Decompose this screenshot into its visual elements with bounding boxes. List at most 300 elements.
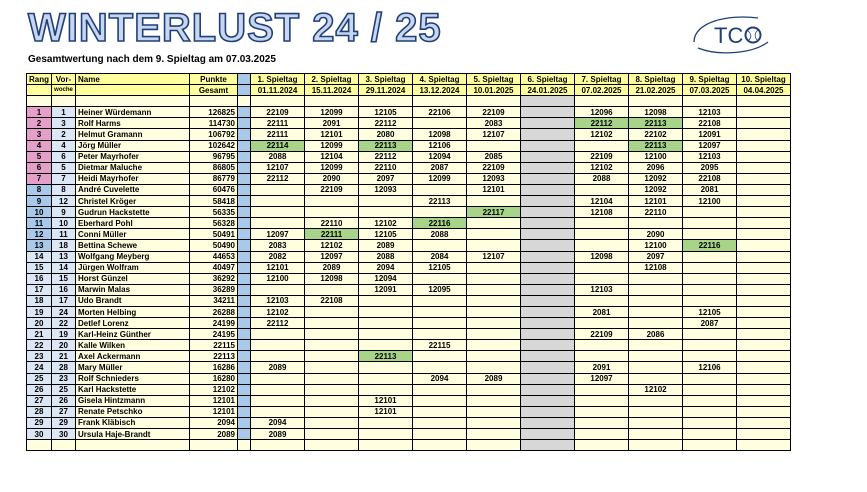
spieltag-score-cell bbox=[467, 340, 521, 351]
spacer-column bbox=[238, 162, 251, 173]
spacer-column bbox=[238, 362, 251, 373]
spieltag-score-cell bbox=[521, 429, 575, 440]
spieltag-score-cell: 2089 bbox=[251, 362, 305, 373]
previous-week-cell: 15 bbox=[52, 273, 76, 284]
spieltag-score-cell bbox=[413, 318, 467, 329]
rank-cell: 9 bbox=[27, 196, 52, 207]
rank-cell: 14 bbox=[27, 251, 52, 262]
table-row bbox=[27, 318, 791, 329]
spieltag-score-cell bbox=[575, 184, 629, 195]
spieltag-score-cell bbox=[629, 417, 683, 428]
spieltag-score-cell: 12107 bbox=[467, 251, 521, 262]
spacer-column bbox=[238, 118, 251, 129]
table-row bbox=[27, 284, 791, 295]
spieltag-score-cell bbox=[683, 373, 737, 384]
spieltag-score-cell bbox=[305, 351, 359, 362]
spieltag-score-cell bbox=[683, 218, 737, 229]
spieltag-score-cell bbox=[305, 340, 359, 351]
page-title: WINTERLUST 24 / 25 bbox=[28, 6, 442, 50]
player-name-cell: Morten Helbing bbox=[76, 306, 190, 317]
spieltag-score-cell bbox=[359, 329, 413, 340]
spacer-column bbox=[238, 218, 251, 229]
spieltag-score-cell bbox=[521, 162, 575, 173]
spieltag-score-cell bbox=[683, 340, 737, 351]
spacer-column bbox=[238, 229, 251, 240]
spieltag-score-cell: 12104 bbox=[575, 196, 629, 207]
spieltag-score-cell bbox=[521, 406, 575, 417]
player-name-cell: André Cuvelette bbox=[76, 184, 190, 195]
player-name-cell: Marwin Malas bbox=[76, 284, 190, 295]
total-points-cell: 24195 bbox=[190, 329, 238, 340]
spieltag-score-cell bbox=[467, 362, 521, 373]
spieltag-score-cell bbox=[575, 229, 629, 240]
table-row bbox=[27, 118, 791, 129]
player-name-cell: Gudrun Hackstette bbox=[76, 207, 190, 218]
col-points-header-top: Punkte bbox=[190, 74, 238, 85]
spieltag-score-cell: 22109 bbox=[251, 107, 305, 118]
player-name-cell: Heiner Würdemann bbox=[76, 107, 190, 118]
table-row bbox=[27, 184, 791, 195]
col-spieltag-date: 29.11.2024 bbox=[359, 85, 413, 96]
spieltag-score-cell: 12101 bbox=[251, 262, 305, 273]
total-points-cell: 16280 bbox=[190, 373, 238, 384]
spieltag-score-cell: 22111 bbox=[305, 229, 359, 240]
spacer-column bbox=[238, 306, 251, 317]
previous-week-cell: 13 bbox=[52, 251, 76, 262]
spieltag-score-cell bbox=[683, 417, 737, 428]
rank-cell: 13 bbox=[27, 240, 52, 251]
total-points-cell: 56328 bbox=[190, 218, 238, 229]
total-points-cell: 114730 bbox=[190, 118, 238, 129]
spieltag-score-cell: 22106 bbox=[413, 107, 467, 118]
total-points-cell: 36289 bbox=[190, 284, 238, 295]
spieltag-score-cell: 22111 bbox=[251, 118, 305, 129]
spieltag-score-cell: 2089 bbox=[467, 373, 521, 384]
spieltag-score-cell bbox=[683, 406, 737, 417]
spieltag-score-cell bbox=[737, 417, 791, 428]
rank-cell: 27 bbox=[27, 395, 52, 406]
spieltag-score-cell: 12101 bbox=[305, 129, 359, 140]
spieltag-score-cell: 2088 bbox=[413, 229, 467, 240]
spieltag-score-cell bbox=[737, 196, 791, 207]
spieltag-score-cell bbox=[413, 406, 467, 417]
previous-week-cell: 16 bbox=[52, 284, 76, 295]
spieltag-score-cell: 2095 bbox=[683, 162, 737, 173]
spieltag-score-cell bbox=[629, 295, 683, 306]
spieltag-score-cell bbox=[521, 329, 575, 340]
spieltag-score-cell bbox=[251, 207, 305, 218]
previous-week-cell: 20 bbox=[52, 340, 76, 351]
spieltag-score-cell: 2085 bbox=[467, 151, 521, 162]
table-row bbox=[27, 207, 791, 218]
spieltag-score-cell: 12103 bbox=[683, 151, 737, 162]
spieltag-score-cell: 12105 bbox=[359, 107, 413, 118]
rank-cell: 4 bbox=[27, 140, 52, 151]
total-points-cell: 106792 bbox=[190, 129, 238, 140]
spieltag-score-cell bbox=[737, 129, 791, 140]
spieltag-score-cell bbox=[467, 406, 521, 417]
spieltag-score-cell bbox=[737, 284, 791, 295]
col-spieltag-header: 6. Spieltag bbox=[521, 74, 575, 85]
player-name-cell: Peter Mayrhofer bbox=[76, 151, 190, 162]
spieltag-score-cell: 12097 bbox=[251, 229, 305, 240]
spieltag-score-cell bbox=[737, 429, 791, 440]
spieltag-score-cell: 2097 bbox=[629, 251, 683, 262]
spieltag-score-cell bbox=[683, 351, 737, 362]
table-row bbox=[27, 107, 791, 118]
spieltag-score-cell: 22113 bbox=[413, 196, 467, 207]
spieltag-score-cell: 2091 bbox=[305, 118, 359, 129]
spieltag-score-cell bbox=[629, 362, 683, 373]
spieltag-score-cell bbox=[737, 207, 791, 218]
spieltag-score-cell: 2090 bbox=[305, 173, 359, 184]
spieltag-score-cell: 2091 bbox=[575, 362, 629, 373]
previous-week-cell: 23 bbox=[52, 373, 76, 384]
table-row bbox=[27, 240, 791, 251]
table-row bbox=[27, 140, 791, 151]
spieltag-score-cell: 2089 bbox=[305, 262, 359, 273]
rank-cell: 5 bbox=[27, 151, 52, 162]
col-vorwoche-header-bottom: woche bbox=[52, 85, 76, 96]
previous-week-cell: 14 bbox=[52, 262, 76, 273]
spieltag-score-cell bbox=[467, 240, 521, 251]
previous-week-cell: 9 bbox=[52, 207, 76, 218]
spieltag-score-cell: 12092 bbox=[629, 173, 683, 184]
col-spieltag-header: 2. Spieltag bbox=[305, 74, 359, 85]
spieltag-score-cell: 2094 bbox=[359, 262, 413, 273]
spieltag-score-cell: 12097 bbox=[683, 140, 737, 151]
spieltag-score-cell bbox=[305, 362, 359, 373]
spieltag-score-cell bbox=[737, 151, 791, 162]
spieltag-score-cell bbox=[467, 229, 521, 240]
spieltag-score-cell bbox=[629, 318, 683, 329]
total-points-cell: 126825 bbox=[190, 107, 238, 118]
spieltag-score-cell: 2090 bbox=[629, 229, 683, 240]
spieltag-score-cell bbox=[305, 417, 359, 428]
spieltag-score-cell bbox=[683, 295, 737, 306]
rank-cell: 10 bbox=[27, 207, 52, 218]
spieltag-score-cell bbox=[683, 284, 737, 295]
col-vorwoche-header-top: Vor- bbox=[52, 74, 76, 85]
player-name-cell: Helmut Gramann bbox=[76, 129, 190, 140]
spieltag-score-cell bbox=[575, 295, 629, 306]
blank-row bbox=[27, 96, 791, 107]
spacer-column bbox=[238, 318, 251, 329]
spieltag-score-cell: 2086 bbox=[629, 329, 683, 340]
spieltag-score-cell: 12101 bbox=[629, 196, 683, 207]
spieltag-score-cell bbox=[521, 351, 575, 362]
rank-cell: 23 bbox=[27, 351, 52, 362]
rank-cell: 19 bbox=[27, 306, 52, 317]
spieltag-score-cell bbox=[359, 196, 413, 207]
spacer-column bbox=[238, 196, 251, 207]
previous-week-cell: 26 bbox=[52, 395, 76, 406]
spieltag-score-cell bbox=[737, 351, 791, 362]
spieltag-score-cell bbox=[521, 240, 575, 251]
spieltag-score-cell bbox=[521, 373, 575, 384]
table-row bbox=[27, 306, 791, 317]
spieltag-score-cell bbox=[251, 395, 305, 406]
total-points-cell: 2089 bbox=[190, 429, 238, 440]
spieltag-score-cell bbox=[359, 207, 413, 218]
spieltag-score-cell: 22112 bbox=[251, 173, 305, 184]
player-name-cell: Eberhard Pohl bbox=[76, 218, 190, 229]
spieltag-score-cell: 2082 bbox=[251, 251, 305, 262]
spieltag-score-cell: 12102 bbox=[359, 218, 413, 229]
previous-week-cell: 18 bbox=[52, 240, 76, 251]
player-name-cell: Rolf Harms bbox=[76, 118, 190, 129]
table-row bbox=[27, 417, 791, 428]
previous-week-cell: 12 bbox=[52, 196, 76, 207]
spieltag-score-cell bbox=[629, 395, 683, 406]
table-row bbox=[27, 229, 791, 240]
col-spieltag-date: 10.01.2025 bbox=[467, 85, 521, 96]
spieltag-score-cell: 2087 bbox=[683, 318, 737, 329]
previous-week-cell: 19 bbox=[52, 329, 76, 340]
spieltag-score-cell bbox=[737, 306, 791, 317]
spieltag-score-cell bbox=[683, 395, 737, 406]
spieltag-score-cell bbox=[359, 362, 413, 373]
col-points-header-bottom: Gesamt bbox=[190, 85, 238, 96]
spieltag-score-cell bbox=[305, 329, 359, 340]
spieltag-score-cell bbox=[629, 429, 683, 440]
rank-cell: 26 bbox=[27, 384, 52, 395]
rank-cell: 20 bbox=[27, 318, 52, 329]
total-points-cell: 50491 bbox=[190, 229, 238, 240]
spieltag-score-cell bbox=[305, 318, 359, 329]
rank-cell: 25 bbox=[27, 373, 52, 384]
spieltag-score-cell bbox=[575, 240, 629, 251]
spieltag-score-cell bbox=[305, 384, 359, 395]
total-points-cell: 22115 bbox=[190, 340, 238, 351]
table-row bbox=[27, 262, 791, 273]
spieltag-score-cell bbox=[629, 273, 683, 284]
rank-cell: 8 bbox=[27, 184, 52, 195]
spieltag-score-cell bbox=[737, 173, 791, 184]
col-spieltag-header: 10. Spieltag bbox=[737, 74, 791, 85]
spieltag-score-cell bbox=[683, 229, 737, 240]
spieltag-score-cell: 2088 bbox=[251, 151, 305, 162]
col-spieltag-date: 01.11.2024 bbox=[251, 85, 305, 96]
spacer-column bbox=[238, 140, 251, 151]
table-row bbox=[27, 373, 791, 384]
spieltag-score-cell bbox=[359, 373, 413, 384]
spacer-column bbox=[238, 251, 251, 262]
spieltag-score-cell: 22109 bbox=[467, 162, 521, 173]
total-points-cell: 22113 bbox=[190, 351, 238, 362]
total-points-cell: 60476 bbox=[190, 184, 238, 195]
spacer-column bbox=[238, 273, 251, 284]
spieltag-score-cell bbox=[683, 384, 737, 395]
spieltag-score-cell bbox=[467, 329, 521, 340]
spieltag-score-cell bbox=[467, 318, 521, 329]
spieltag-score-cell: 22113 bbox=[629, 118, 683, 129]
spieltag-score-cell bbox=[251, 384, 305, 395]
spieltag-score-cell: 22112 bbox=[251, 318, 305, 329]
spieltag-score-cell bbox=[521, 184, 575, 195]
spieltag-score-cell: 22110 bbox=[629, 207, 683, 218]
spieltag-score-cell bbox=[305, 429, 359, 440]
rank-cell: 12 bbox=[27, 229, 52, 240]
spieltag-score-cell bbox=[737, 118, 791, 129]
spieltag-score-cell bbox=[467, 273, 521, 284]
spieltag-score-cell bbox=[737, 184, 791, 195]
col-spieltag-date: 21.02.2025 bbox=[629, 85, 683, 96]
spacer-column bbox=[238, 351, 251, 362]
spieltag-score-cell: 12095 bbox=[413, 284, 467, 295]
spieltag-score-cell: 12100 bbox=[629, 151, 683, 162]
col-rank-header-bottom bbox=[27, 85, 52, 96]
spieltag-score-cell: 22110 bbox=[305, 218, 359, 229]
spieltag-score-cell: 12094 bbox=[413, 151, 467, 162]
spieltag-score-cell: 2083 bbox=[251, 240, 305, 251]
spacer-column bbox=[238, 173, 251, 184]
table-row bbox=[27, 162, 791, 173]
spieltag-score-cell: 12098 bbox=[305, 273, 359, 284]
spieltag-score-cell bbox=[521, 384, 575, 395]
player-name-cell: Karl-Heinz Günther bbox=[76, 329, 190, 340]
spieltag-score-cell bbox=[467, 295, 521, 306]
player-name-cell: Axel Ackermann bbox=[76, 351, 190, 362]
spieltag-score-cell bbox=[305, 284, 359, 295]
rank-cell: 29 bbox=[27, 417, 52, 428]
spieltag-score-cell bbox=[413, 207, 467, 218]
spieltag-score-cell: 12106 bbox=[683, 362, 737, 373]
spacer-column bbox=[238, 406, 251, 417]
spieltag-score-cell: 22109 bbox=[305, 184, 359, 195]
player-name-cell: Christel Kröger bbox=[76, 196, 190, 207]
spieltag-score-cell bbox=[737, 340, 791, 351]
col-spieltag-date: 07.03.2025 bbox=[683, 85, 737, 96]
rank-cell: 15 bbox=[27, 262, 52, 273]
spacer-column bbox=[238, 129, 251, 140]
table-row bbox=[27, 351, 791, 362]
previous-week-cell: 8 bbox=[52, 184, 76, 195]
spieltag-score-cell bbox=[683, 207, 737, 218]
spacer-column bbox=[238, 395, 251, 406]
total-points-cell: 96795 bbox=[190, 151, 238, 162]
spieltag-score-cell bbox=[521, 273, 575, 284]
spieltag-score-cell: 2088 bbox=[359, 251, 413, 262]
rank-cell: 1 bbox=[27, 107, 52, 118]
spieltag-score-cell: 2081 bbox=[683, 184, 737, 195]
player-name-cell: Renate Petschko bbox=[76, 406, 190, 417]
spieltag-score-cell: 12097 bbox=[575, 373, 629, 384]
total-points-cell: 86779 bbox=[190, 173, 238, 184]
previous-week-cell: 25 bbox=[52, 384, 76, 395]
spieltag-score-cell bbox=[629, 306, 683, 317]
spieltag-score-cell: 12103 bbox=[683, 107, 737, 118]
spacer-column bbox=[238, 284, 251, 295]
table-row bbox=[27, 384, 791, 395]
spieltag-score-cell: 2097 bbox=[359, 173, 413, 184]
spieltag-score-cell: 22109 bbox=[575, 329, 629, 340]
spieltag-score-cell: 12097 bbox=[305, 251, 359, 262]
header-row-2 bbox=[27, 85, 791, 96]
spieltag-score-cell bbox=[467, 384, 521, 395]
spieltag-score-cell: 12098 bbox=[575, 251, 629, 262]
spieltag-score-cell: 12105 bbox=[413, 262, 467, 273]
total-points-cell: 2094 bbox=[190, 417, 238, 428]
spieltag-score-cell: 22113 bbox=[359, 140, 413, 151]
spieltag-score-cell: 22109 bbox=[575, 151, 629, 162]
rank-cell: 21 bbox=[27, 329, 52, 340]
spacer-column bbox=[238, 384, 251, 395]
spieltag-score-cell bbox=[251, 340, 305, 351]
spieltag-score-cell bbox=[737, 406, 791, 417]
spieltag-score-cell bbox=[629, 406, 683, 417]
rank-cell: 30 bbox=[27, 429, 52, 440]
spieltag-score-cell: 12098 bbox=[413, 129, 467, 140]
spieltag-score-cell bbox=[575, 406, 629, 417]
previous-week-cell: 24 bbox=[52, 306, 76, 317]
spieltag-score-cell: 22108 bbox=[683, 118, 737, 129]
table-row bbox=[27, 395, 791, 406]
spieltag-score-cell: 22113 bbox=[629, 140, 683, 151]
spacer-column bbox=[238, 417, 251, 428]
spieltag-score-cell: 2088 bbox=[575, 173, 629, 184]
player-name-cell: Gisela Hintzmann bbox=[76, 395, 190, 406]
spieltag-score-cell bbox=[575, 273, 629, 284]
table-row bbox=[27, 196, 791, 207]
spieltag-score-cell bbox=[467, 306, 521, 317]
spieltag-score-cell: 2081 bbox=[575, 306, 629, 317]
spieltag-score-cell bbox=[251, 196, 305, 207]
spieltag-score-cell bbox=[251, 329, 305, 340]
header-row-1 bbox=[27, 74, 791, 85]
table-row bbox=[27, 429, 791, 440]
spieltag-score-cell: 22116 bbox=[413, 218, 467, 229]
spieltag-score-cell: 12099 bbox=[305, 107, 359, 118]
spieltag-score-cell bbox=[521, 318, 575, 329]
spieltag-score-cell bbox=[737, 362, 791, 373]
spieltag-score-cell bbox=[467, 284, 521, 295]
spieltag-score-cell: 12096 bbox=[575, 107, 629, 118]
spieltag-score-cell: 12099 bbox=[413, 173, 467, 184]
rank-cell: 16 bbox=[27, 273, 52, 284]
spieltag-score-cell bbox=[737, 218, 791, 229]
spieltag-score-cell: 22108 bbox=[305, 295, 359, 306]
spieltag-score-cell bbox=[359, 429, 413, 440]
spieltag-score-cell: 12101 bbox=[467, 184, 521, 195]
spieltag-score-cell: 22114 bbox=[251, 140, 305, 151]
spieltag-score-cell bbox=[413, 395, 467, 406]
spieltag-score-cell: 12091 bbox=[683, 129, 737, 140]
spieltag-score-cell: 12098 bbox=[629, 107, 683, 118]
table-row bbox=[27, 406, 791, 417]
spieltag-score-cell bbox=[575, 351, 629, 362]
spieltag-score-cell: 12100 bbox=[251, 273, 305, 284]
spacer-column bbox=[238, 295, 251, 306]
rank-cell: 6 bbox=[27, 162, 52, 173]
col-spieltag-header: 4. Spieltag bbox=[413, 74, 467, 85]
previous-week-cell: 28 bbox=[52, 362, 76, 373]
spieltag-score-cell bbox=[521, 129, 575, 140]
spieltag-score-cell bbox=[629, 373, 683, 384]
player-name-cell: Frank Kläbisch bbox=[76, 417, 190, 428]
spieltag-score-cell bbox=[467, 351, 521, 362]
previous-week-cell: 30 bbox=[52, 429, 76, 440]
page-subtitle: Gesamtwertung nach dem 9. Spieltag am 07.03.2025 bbox=[28, 54, 276, 65]
col-spieltag-date: 04.04.2025 bbox=[737, 85, 791, 96]
spieltag-score-cell: 12094 bbox=[359, 273, 413, 284]
previous-week-cell: 3 bbox=[52, 118, 76, 129]
spieltag-score-cell bbox=[467, 429, 521, 440]
spieltag-score-cell bbox=[413, 184, 467, 195]
col-spieltag-date: 15.11.2024 bbox=[305, 85, 359, 96]
previous-week-cell: 22 bbox=[52, 318, 76, 329]
spieltag-score-cell: 12106 bbox=[413, 140, 467, 151]
